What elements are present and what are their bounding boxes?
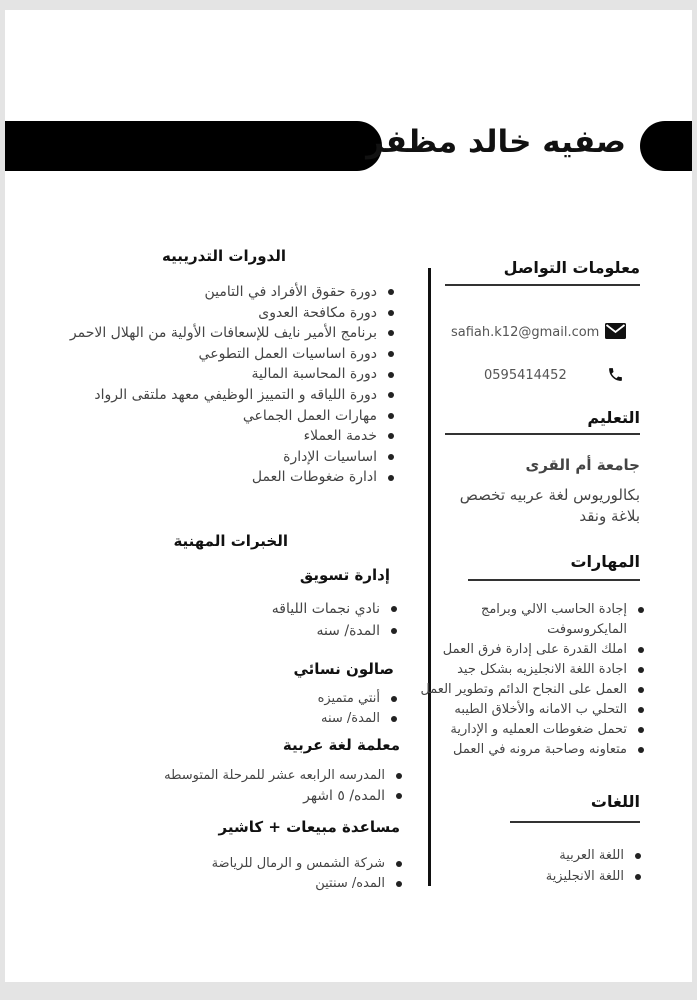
courses-title: الدورات التدريبيه <box>161 247 286 265</box>
list-item: اللغة الانجليزية <box>474 866 644 887</box>
phone-icon <box>607 366 624 383</box>
list-item: شركة الشمس و الرمال للرياضة <box>105 854 405 874</box>
job-details <box>105 766 405 806</box>
education-title: التعليم <box>587 408 640 427</box>
job-details <box>140 598 400 642</box>
job-title: مساعدة مبيعات + كاشير <box>218 818 400 836</box>
list-item: ادارة ضغوطات العمل <box>57 467 397 488</box>
languages-list <box>474 845 644 887</box>
resume-page <box>5 10 692 982</box>
list-item: المده/ سنتين <box>105 874 405 894</box>
list-item: دورة مكافحة العدوى <box>57 303 397 324</box>
contact-email[interactable]: safiah.k12@gmail.com <box>451 325 600 340</box>
list-item: دورة اللياقه و التمييز الوظيفي معهد ملتقى الرواد <box>57 385 397 406</box>
job-title: إدارة تسويق <box>299 566 390 584</box>
skills-list <box>402 600 647 760</box>
list-item: خدمة العملاء <box>57 426 397 447</box>
job-details <box>140 689 400 729</box>
list-item: متعاونه وصاحبة مرونه في العمل <box>402 740 647 760</box>
languages-rule <box>510 821 640 823</box>
list-item: نادي نجمات اللياقه <box>140 598 400 620</box>
column-divider <box>428 268 431 886</box>
list-item: برنامج الأمير نايف للإسعافات الأولية من الهلال الاحمر <box>57 323 397 344</box>
education-degree: بكالوريوس لغة عربيه تخصص بلاغة ونقد <box>459 486 640 525</box>
header-bar-left <box>5 121 382 171</box>
list-item: اللغة العربية <box>474 845 644 866</box>
experience-title: الخبرات المهنية <box>173 532 288 550</box>
list-item: المده/ ٥ اشهر <box>105 786 405 806</box>
skills-rule <box>468 579 640 581</box>
list-item: اساسيات الإدارة <box>57 447 397 468</box>
contact-title: معلومات التواصل <box>503 258 640 277</box>
contact-rule <box>445 284 640 286</box>
list-item: إجادة الحاسب الالي وبرامج المايكروسوفت <box>402 600 647 640</box>
list-item: املك القدرة على إدارة فرق العمل <box>402 640 647 660</box>
email-icon <box>605 323 626 339</box>
list-item: المدة/ سنه <box>140 620 400 642</box>
list-item: التحلي ب الامانه والأخلاق الطيبه <box>402 700 647 720</box>
header-bar-right <box>640 121 692 171</box>
skills-title: المهارات <box>570 552 640 571</box>
list-item: تحمل ضغوطات العمليه و الإدارية <box>402 720 647 740</box>
languages-title: اللغات <box>590 792 640 811</box>
list-item: أنتي متميزه <box>140 689 400 709</box>
list-item: دورة المحاسبة المالية <box>57 364 397 385</box>
education-university: جامعة أم القرى <box>525 456 640 474</box>
job-details <box>105 854 405 894</box>
list-item: اجادة اللغة الانجليزيه بشكل جيد <box>402 660 647 680</box>
education-rule <box>445 433 640 435</box>
job-title: معلمة لغة عربية <box>282 736 400 754</box>
list-item: دورة اساسيات العمل التطوعي <box>57 344 397 365</box>
candidate-name: صفيه خالد مظفر <box>366 124 626 160</box>
list-item: مهارات العمل الجماعي <box>57 406 397 427</box>
list-item: المدة/ سنه <box>140 709 400 729</box>
job-title: صالون نسائي <box>293 660 394 678</box>
courses-list <box>57 282 397 488</box>
list-item: المدرسه الرابعه عشر للمرحلة المتوسطه <box>105 766 405 786</box>
list-item: دورة حقوق الأفراد في التامين <box>57 282 397 303</box>
list-item: العمل على النجاح الدائم وتطوير العمل <box>402 680 647 700</box>
contact-phone[interactable]: 0595414452 <box>484 368 567 383</box>
